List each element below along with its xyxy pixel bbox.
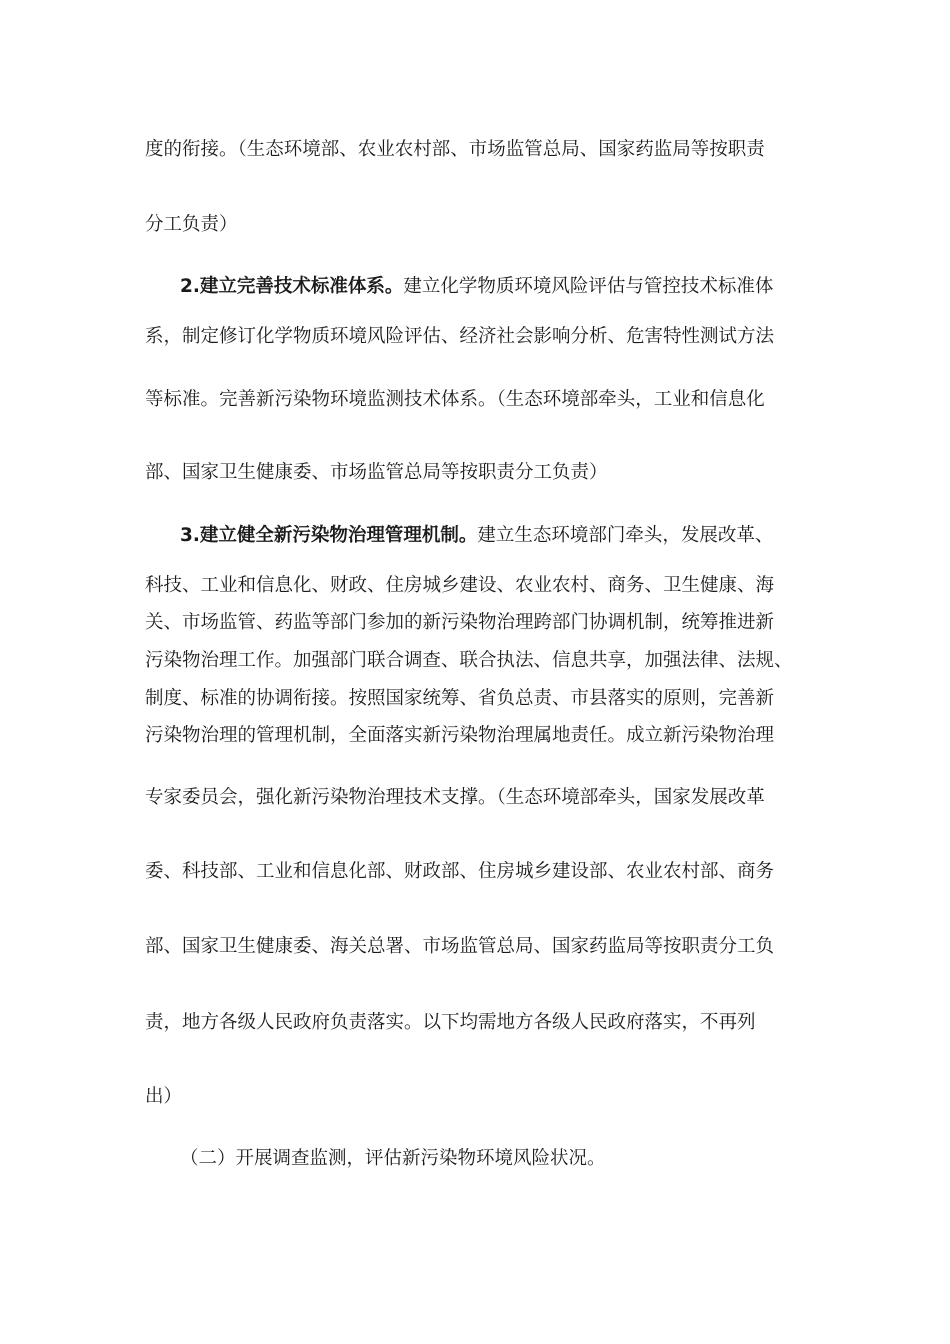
- body-text: 系，制定修订化学物质环境风险评估、经济社会影响分析、危害特性测试方法: [145, 326, 775, 347]
- responsibility-note: 部、国家卫生健康委、市场监管总局等按职责分工负责）: [145, 462, 608, 483]
- section-heading: （二）开展调查监测，评估新污染物环境风险状况。: [180, 1148, 606, 1169]
- responsibility-note: （生态环境部牵头，工业和信息化: [496, 389, 765, 410]
- responsibility-note: 委、科技部、工业和信息化部、财政部、住房城乡建设部、农业农村部、商务: [145, 861, 775, 882]
- body-text: 污染物治理的管理机制，全面落实新污染物治理属地责任。成立新污染物治理: [145, 725, 775, 746]
- responsibility-note: 出）: [145, 1086, 183, 1107]
- text-line: [145, 212, 238, 238]
- text-line: [145, 573, 774, 599]
- body-text: 建立生态环境部门牵头，发展改革、: [477, 525, 774, 546]
- responsibility-note: 分工负责）: [145, 214, 238, 235]
- body-text: 专家委员会，强化新污染物治理技术支撑。: [145, 787, 497, 808]
- text-line: [145, 460, 608, 486]
- text-line: [145, 648, 793, 674]
- responsibility-note: 责，地方各级人民政府负责落实。以下均需地方各级人民政府落实，不再列: [145, 1012, 756, 1033]
- body-text: 等标准。完善新污染物环境监测技术体系。: [145, 389, 497, 410]
- section-heading-line: [180, 274, 773, 300]
- body-text: 制度、标准的协调衔接。按照国家统筹、省负总责、市县落实的原则，完善新: [145, 688, 775, 709]
- body-text: 污染物治理工作。加强部门联合调查、联合执法、信息共享，加强法律、法规、: [145, 650, 793, 671]
- text-line: [145, 934, 774, 960]
- text-line: [145, 324, 774, 350]
- body-text: 建立化学物质环境风险评估与管控技术标准体: [403, 276, 774, 297]
- section-heading-line: [180, 1146, 606, 1172]
- text-line: [145, 387, 765, 413]
- text-line: [145, 137, 765, 163]
- body-text: 关、市场监管、药监等部门参加的新污染物治理跨部门协调机制，统筹推进新: [145, 612, 775, 633]
- body-text: 度的衔接。: [145, 139, 238, 160]
- body-text: 科技、工业和信息化、财政、住房城乡建设、农业农村、商务、卫生健康、海: [145, 575, 775, 596]
- responsibility-note: （生态环境部牵头，国家发展改革: [496, 787, 765, 808]
- text-line: [145, 723, 774, 749]
- responsibility-note: 部、国家卫生健康委、海关总署、市场监管总局、国家药监局等按职责分工负: [145, 936, 775, 957]
- text-line: [145, 859, 774, 885]
- text-line: [145, 785, 765, 811]
- responsibility-note: （生态环境部、农业农村部、市场监管总局、国家药监局等按职责: [237, 139, 765, 160]
- section-heading-line: [180, 523, 773, 549]
- text-line: [145, 1010, 756, 1036]
- section-heading: 3.建立健全新污染物治理管理机制。: [180, 525, 478, 546]
- text-line: [145, 610, 774, 636]
- text-line: [145, 686, 774, 712]
- text-line: [145, 1084, 182, 1110]
- section-heading: 2.建立完善技术标准体系。: [180, 276, 404, 297]
